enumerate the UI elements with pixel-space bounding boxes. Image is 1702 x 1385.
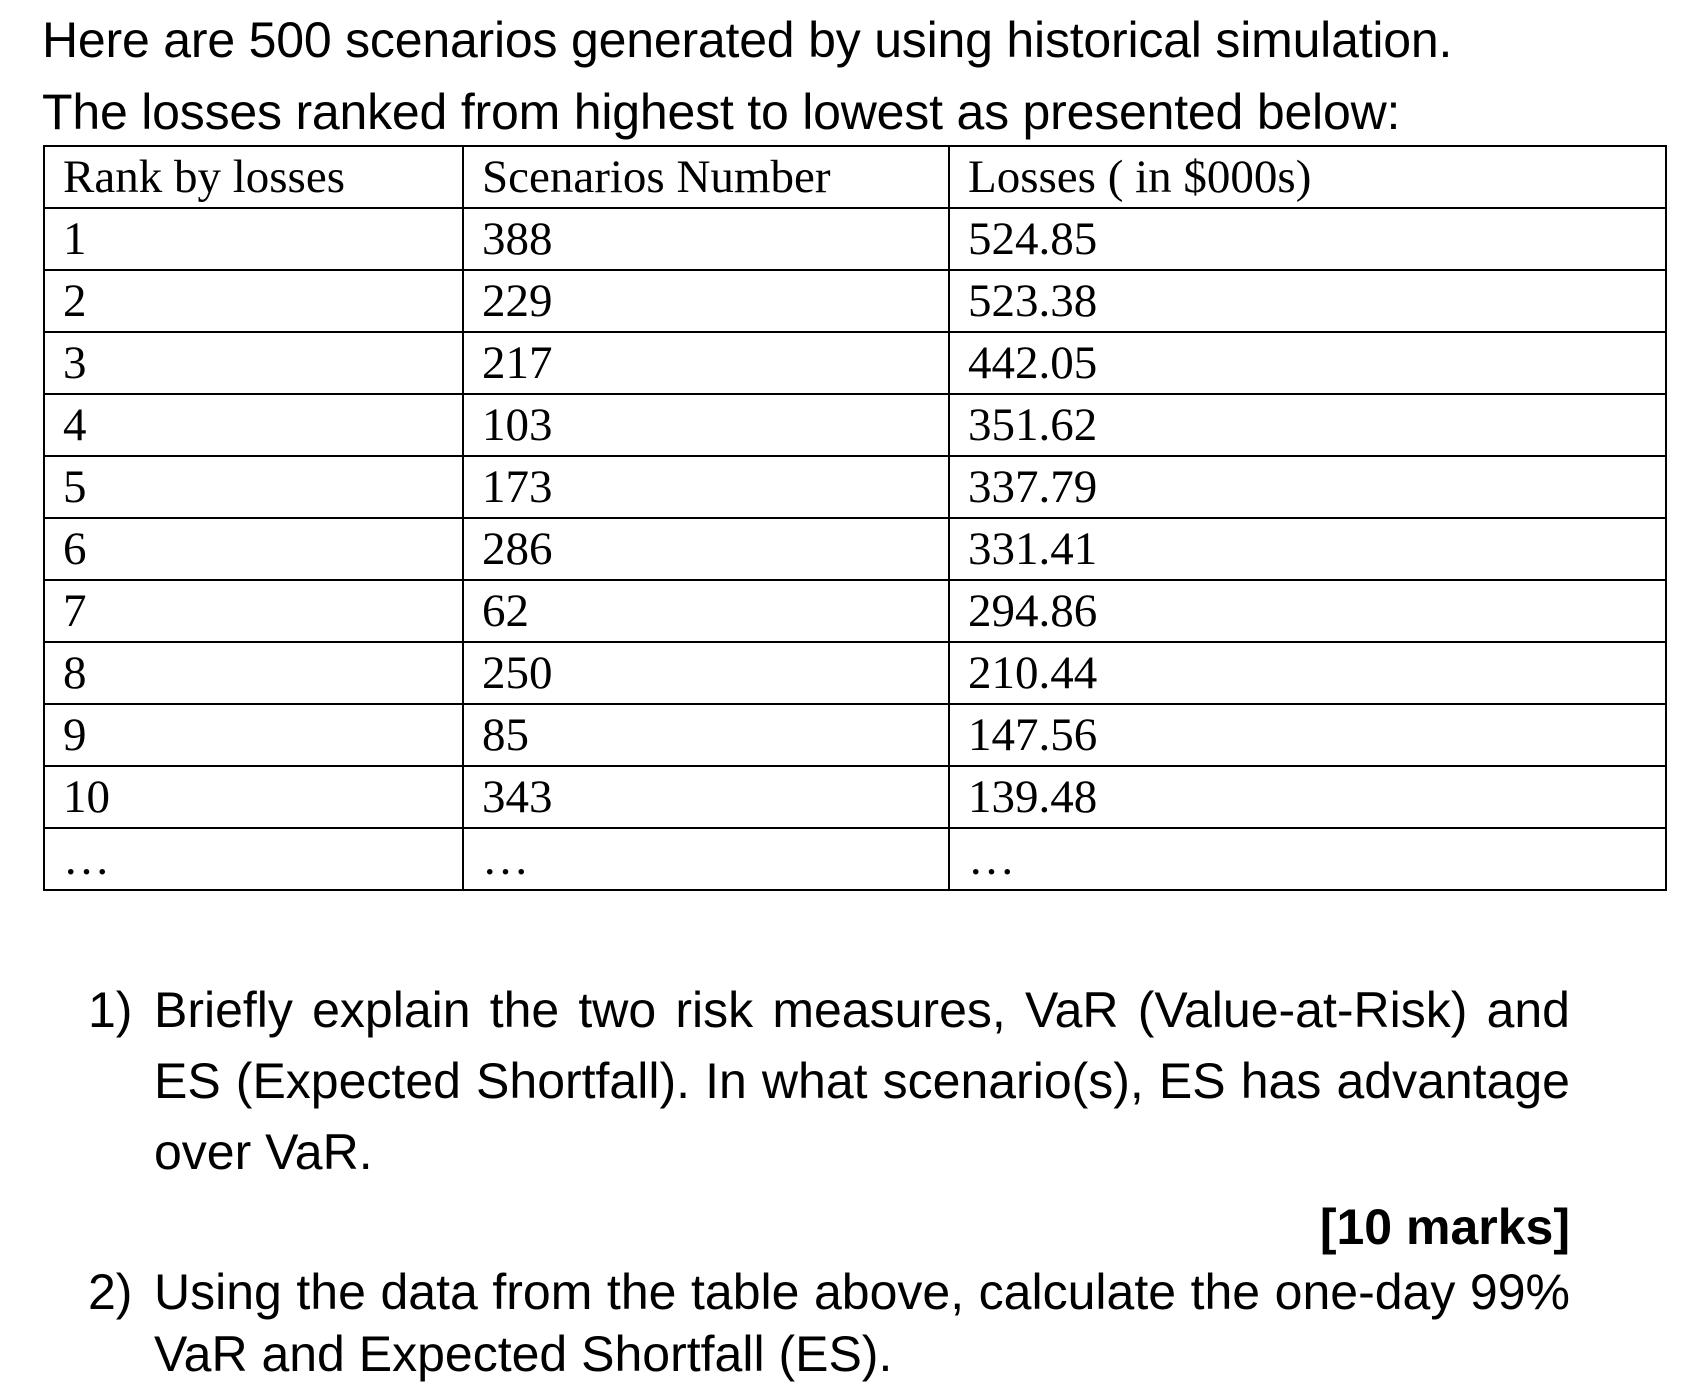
cell-scenario: 173 (463, 456, 949, 518)
cell-rank: 2 (44, 270, 463, 332)
table-row-ellipsis (44, 828, 1666, 890)
cell-loss: 147.56 (949, 704, 1666, 766)
cell-scenario: 250 (463, 642, 949, 704)
cell-loss: 351.62 (949, 394, 1666, 456)
table-row (44, 270, 1666, 332)
cell-scenario: 62 (463, 580, 949, 642)
cell-loss: 294.86 (949, 580, 1666, 642)
cell-scenario: 103 (463, 394, 949, 456)
question-2-number: 2) (88, 1264, 133, 1320)
cell-loss: 337.79 (949, 456, 1666, 518)
cell-rank: 3 (44, 332, 463, 394)
cell-rank: 5 (44, 456, 463, 518)
cell-loss: … (949, 828, 1666, 890)
question-1-text: Briefly explain the two risk measures, VaR (Value-at-Risk) and ES (Expected Shortfall). In what scenario(s), ES has advantage over VaR. (154, 982, 1570, 1180)
question-1 (88, 975, 1570, 1188)
header-rank: Rank by losses (44, 146, 463, 208)
cell-rank: … (44, 828, 463, 890)
intro-line-1: Here are 500 scenarios generated by using historical simulation. (42, 12, 1453, 68)
table-header-row (44, 146, 1666, 208)
cell-loss: 139.48 (949, 766, 1666, 828)
table-row (44, 518, 1666, 580)
table-row (44, 394, 1666, 456)
table-row (44, 766, 1666, 828)
table-row (44, 580, 1666, 642)
table-row (44, 456, 1666, 518)
table-row (44, 208, 1666, 270)
cell-rank: 1 (44, 208, 463, 270)
header-losses: Losses ( in $000s) (949, 146, 1666, 208)
cell-scenario: 286 (463, 518, 949, 580)
question-1-number: 1) (88, 982, 133, 1038)
cell-rank: 6 (44, 518, 463, 580)
question-2-text: Using the data from the table above, calculate the one-day 99% VaR and Expected Shortfall (ES). (154, 1264, 1570, 1382)
cell-loss: 524.85 (949, 208, 1666, 270)
intro-line-2: The losses ranked from highest to lowest as presented below: (42, 84, 1401, 140)
questions-section (88, 975, 1570, 1385)
cell-rank: 8 (44, 642, 463, 704)
cell-rank: 9 (44, 704, 463, 766)
cell-scenario: 229 (463, 270, 949, 332)
cell-scenario: … (463, 828, 949, 890)
cell-scenario: 343 (463, 766, 949, 828)
intro-text (42, 4, 1682, 148)
cell-scenario: 217 (463, 332, 949, 394)
cell-rank: 10 (44, 766, 463, 828)
losses-table (43, 145, 1667, 891)
cell-loss: 523.38 (949, 270, 1666, 332)
cell-rank: 4 (44, 394, 463, 456)
cell-rank: 7 (44, 580, 463, 642)
table-row (44, 704, 1666, 766)
question-2 (88, 1261, 1570, 1385)
cell-loss: 442.05 (949, 332, 1666, 394)
table-row (44, 642, 1666, 704)
header-scenario-number: Scenarios Number (463, 146, 949, 208)
cell-loss: 210.44 (949, 642, 1666, 704)
question-1-marks: [10 marks] (1319, 1199, 1570, 1255)
table-row (44, 332, 1666, 394)
cell-loss: 331.41 (949, 518, 1666, 580)
cell-scenario: 388 (463, 208, 949, 270)
cell-scenario: 85 (463, 704, 949, 766)
